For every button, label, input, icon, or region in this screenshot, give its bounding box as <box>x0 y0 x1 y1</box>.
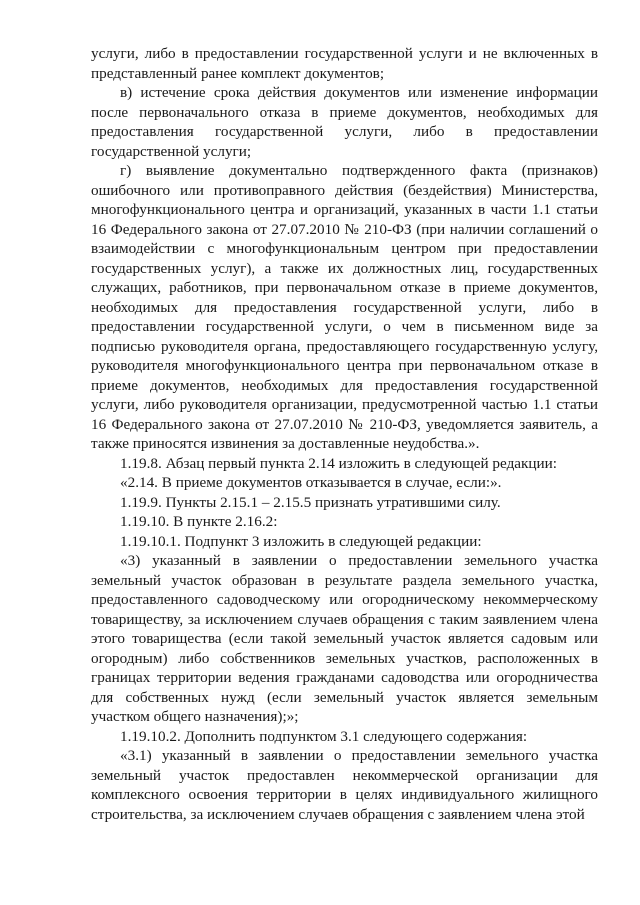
paragraph-1-19-8: 1.19.8. Абзац первый пункта 2.14 изложить в следующей редакции: <box>120 454 558 472</box>
paragraph-quote-2-14: «2.14. В приеме документов отказывается в случае, если:». <box>120 474 502 491</box>
document-page <box>91 44 598 824</box>
paragraph-1-19-10-2: 1.19.10.2. Дополнить подпунктом 3.1 следующего содержания: <box>120 727 528 745</box>
paragraph-1-19-10: 1.19.10. В пункте 2.16.2: <box>120 513 278 530</box>
paragraph-quote-subitem-3-1: «3.1) указанный в заявлении о предоставлении земельного участка земельный участок предоставлен некоммерческой организации для комплексного освоения территории в целях индивидуального жилищного строительства, за исключением случаев обращения с заявлением члена этой <box>91 747 598 823</box>
paragraph-item-v: в) истечение срока действия документов или изменение информации после первоначального отказа в приеме документов, необходимых для предоставления государственной услуги, либо в предоставлении государственной услуги; <box>91 84 598 160</box>
paragraph-continuation: услуги, либо в предоставлении государственной услуги и не включенных в представленный ранее комплект документов; <box>91 45 598 82</box>
paragraph-1-19-9: 1.19.9. Пункты 2.15.1 – 2.15.5 признать утратившими силу. <box>120 493 501 511</box>
paragraph-quote-subitem-3: «3) указанный в заявлении о предоставлении земельного участка земельный участок образован в результате раздела земельного участка, предоставленного садоводческому или огородническому некоммерческому товариществу, за исключением случаев обращения с таким заявлением члена этого товарищества (если такой земельный участок является садовым или огородным) либо собственников земельных участков, расположенных в границах территории ведения гражданами садоводства или огородничества для собственных нужд (если земельный участок является земельным участком общего назначения);»; <box>91 552 598 725</box>
paragraph-1-19-10-1: 1.19.10.1. Подпункт 3 изложить в следующей редакции: <box>120 532 482 550</box>
paragraph-item-g: г) выявление документально подтвержденного факта (признаков) ошибочного или противоправного действия (бездействия) Министерства, многофункционального центра и организаций, указанных в части 1.1 статьи 16 Федерального закона от 27.07.2010 № 210-ФЗ (при наличии соглашений о взаимодействии с многофункциональным центром при предоставлении государственных услуг), а также их должностных лиц, государственных служащих, работников, при первоначальном отказе в приеме документов, необходимых для предоставления государственной услуги, либо в предоставлении государственной услуги, о чем в письменном виде за подписью руководителя органа, предоставляющего государственную услугу, руководителя многофункционального центра при первоначальном отказе в приеме документов, необходимых для предоставления государственной услуги, либо руководителя организации, предусмотренной частью 1.1 статьи 16 Федерального закона от 27.07.2010 № 210-ФЗ, уведомляется заявитель, а также приносятся извинения за доставленные неудобства.». <box>91 162 598 452</box>
